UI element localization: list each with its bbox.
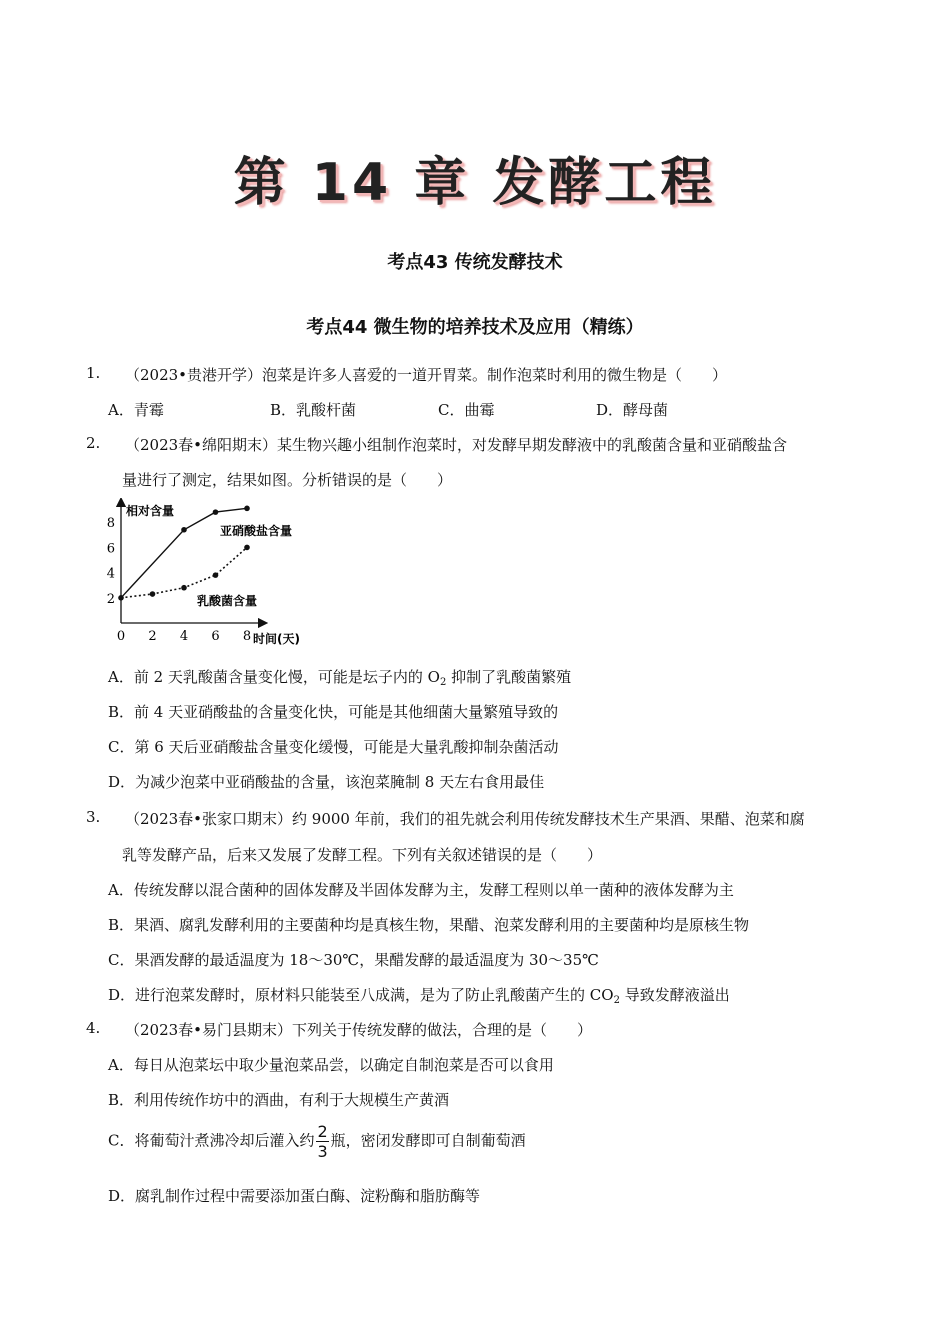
question-2-option-d[interactable]: D．为减少泡菜中亚硝酸盐的含量，该泡菜腌制 8 天左右食用最佳 <box>108 773 545 791</box>
question-2-option-c[interactable]: C．第 6 天后亚硝酸盐含量变化缓慢，可能是大量乳酸抑制杂菌活动 <box>108 738 559 756</box>
series-line-nitrite <box>121 508 247 598</box>
question-2-number: 2. <box>86 434 101 452</box>
x-tick-label: 4 <box>179 629 189 644</box>
series-label-nitrite: 亚硝酸盐含量 <box>220 524 293 538</box>
question-2-text-line1: （2023春•绵阳期末）某生物兴趣小组制作泡菜时，对发酵早期发酵液中的乳酸菌含量和亚硝酸盐含 <box>125 436 788 454</box>
fraction <box>316 1122 328 1161</box>
line-chart <box>100 498 350 650</box>
question-4-option-b[interactable]: B．利用传统作坊中的酒曲，有利于大规模生产黄酒 <box>108 1091 450 1109</box>
question-4-option-a[interactable]: A．每日从泡菜坛中取少量泡菜品尝，以确定自制泡菜是否可以食用 <box>108 1056 554 1074</box>
y-tick-label: 6 <box>106 541 115 557</box>
data-point <box>244 506 250 512</box>
option-a-text-end: 抑制了乳酸菌繁殖 <box>446 668 572 686</box>
series-label-lactobacillus: 乳酸菌含量 <box>197 594 258 608</box>
data-point <box>244 545 250 551</box>
question-3-option-c[interactable]: C．果酒发酵的最适温度为 18～30℃，果醋发酵的最适温度为 30～35℃ <box>108 951 599 969</box>
section-title-43: 考点43 传统发酵技术 <box>387 252 563 273</box>
x-axis-label: 时间(天) <box>253 632 300 646</box>
data-point <box>181 527 187 533</box>
x-tick-label: 8 <box>242 629 252 644</box>
y-tick-label: 8 <box>106 516 115 532</box>
question-4-option-d[interactable]: D．腐乳制作过程中需要添加蛋白酶、淀粉酶和脂肪酶等 <box>108 1187 481 1205</box>
question-2-option-a[interactable] <box>108 666 571 688</box>
option-c-text-end: 瓶，密闭发酵即可自制葡萄酒 <box>330 1131 526 1150</box>
option-c-text: C．将葡萄汁煮沸冷却后灌入约 <box>108 1131 315 1150</box>
subscript: 2 <box>613 995 620 1006</box>
question-1-option-c[interactable]: C．曲霉 <box>438 401 495 419</box>
question-2-text-line2: 量进行了测定，结果如图。分析错误的是（ ） <box>122 471 453 489</box>
question-4-option-c[interactable] <box>108 1122 526 1161</box>
data-point <box>181 585 187 591</box>
x-tick-label: 6 <box>211 629 220 644</box>
y-tick-label: 2 <box>106 591 115 607</box>
y-axis-label: 相对含量 <box>126 504 175 518</box>
option-a-text: A．前 2 天乳酸菌含量变化慢，可能是坛子内的 O <box>108 668 440 686</box>
question-3-option-a[interactable]: A．传统发酵以混合菌种的固体发酵及半固体发酵为主，发酵工程则以单一菌种的液体发酵为主 <box>108 881 734 899</box>
x-tick-label: 2 <box>148 629 157 644</box>
chapter-title: 第 14 章 发酵工程 <box>233 153 717 213</box>
question-3-option-b[interactable]: B．果酒、腐乳发酵利用的主要菌种均是真核生物，果醋、泡菜发酵利用的主要菌种均是原核生物 <box>108 916 750 934</box>
question-3-text-line2: 乳等发酵产品，后来又发展了发酵工程。下列有关叙述错误的是（ ） <box>122 846 603 864</box>
fraction-numerator: 2 <box>317 1122 328 1141</box>
subscript: 2 <box>439 677 447 688</box>
question-2-option-b[interactable]: B．前 4 天亚硝酸盐的含量变化快，可能是其他细菌大量繁殖导致的 <box>108 703 559 721</box>
question-1-option-a[interactable]: A．青霉 <box>108 401 164 419</box>
data-point <box>118 595 124 601</box>
question-1-options <box>108 399 868 421</box>
question-1-option-b[interactable]: B．乳酸杆菌 <box>270 401 357 419</box>
fraction-denominator: 3 <box>317 1142 328 1161</box>
data-point <box>213 509 219 515</box>
question-3-text-line1: （2023春•张家口期末）约 9000 年前，我们的祖先就会利用传统发酵技术生产果酒、果醋、泡菜和腐 <box>125 810 805 828</box>
question-1-text: （2023•贵港开学）泡菜是许多人喜爱的一道开胃菜。制作泡菜时利用的微生物是（ ） <box>125 366 728 384</box>
question-3-number: 3. <box>86 808 101 826</box>
question-1-option-d[interactable]: D．酵母菌 <box>596 401 669 419</box>
data-point <box>213 572 219 578</box>
y-tick-label: 4 <box>106 566 115 582</box>
question-4-number: 4. <box>86 1019 101 1037</box>
question-3-option-d[interactable] <box>108 984 730 1006</box>
question-4-text: （2023春•易门县期末）下列关于传统发酵的做法，合理的是（ ） <box>125 1021 593 1039</box>
option-d-text-end: 导致发酵液溢出 <box>619 986 730 1004</box>
x-tick-label: 0 <box>116 629 126 644</box>
question-1-number: 1. <box>86 364 101 382</box>
option-d-text: D．进行泡菜发酵时，原材料只能装至八成满，是为了防止乳酸菌产生的 CO <box>108 986 614 1004</box>
section-title-44: 考点44 微生物的培养技术及应用（精练） <box>306 317 644 338</box>
data-point <box>150 591 156 597</box>
